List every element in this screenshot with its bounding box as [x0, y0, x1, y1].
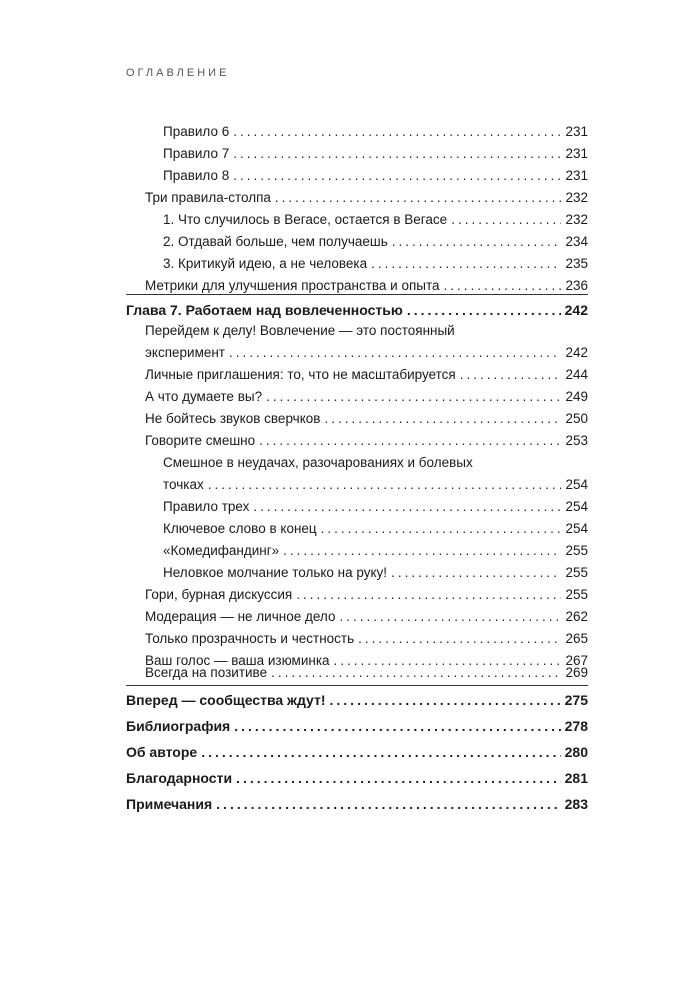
toc-chapter[interactable]	[126, 767, 588, 789]
toc-entry-title: Три правила-столпа	[145, 190, 271, 205]
toc-entry[interactable]	[145, 430, 588, 452]
dot-leader	[296, 584, 561, 606]
toc-entry-page: 244	[565, 367, 588, 382]
toc-entry-page: 278	[564, 718, 588, 734]
toc-entry-title: Личные приглашения: то, что не масштабируется	[145, 367, 456, 382]
toc-entry[interactable]	[163, 474, 588, 496]
toc-entry-title: Перейдем к делу! Вовлечение — это постоянный	[145, 323, 455, 338]
toc-entry-title: 3. Критикуй идею, а не человека	[163, 256, 368, 271]
toc-entry-title: Только прозрачность и честность	[145, 631, 355, 646]
section-divider	[126, 685, 588, 686]
toc-entry[interactable]	[145, 662, 588, 684]
toc-entry-page: 283	[564, 796, 588, 812]
toc-entry-page: 249	[565, 389, 588, 404]
toc-entry[interactable]	[163, 165, 588, 187]
toc-entry[interactable]	[163, 121, 588, 143]
dot-leader	[233, 121, 561, 143]
toc-entry-title: Ваш голос — ваша изюминка	[145, 653, 330, 668]
toc-entry[interactable]	[163, 496, 588, 518]
dot-leader	[201, 741, 560, 763]
toc-entry-title: Метрики для улучшения пространства и опыта	[145, 278, 440, 293]
dot-leader	[266, 386, 561, 408]
dot-leader	[371, 253, 561, 275]
page-header: ОГЛАВЛЕНИЕ	[126, 67, 230, 79]
toc-entry-page: 242	[565, 345, 588, 360]
toc-entry-title: Правило 6	[163, 124, 230, 139]
toc-entry[interactable]	[163, 562, 588, 584]
dot-leader	[275, 187, 562, 209]
toc-entry[interactable]	[145, 342, 588, 364]
toc-entry-title: Неловкое молчание только на руку!	[163, 565, 388, 580]
toc-entry-title: Вперед — сообщества ждут!	[126, 692, 326, 708]
dot-leader	[444, 275, 562, 297]
toc-entry[interactable]	[163, 518, 588, 540]
toc-entry-page: 254	[565, 521, 588, 536]
toc-entry[interactable]	[163, 253, 588, 275]
toc-entry-page: 265	[565, 631, 588, 646]
toc-entry-page: 232	[565, 190, 588, 205]
toc-entry-page: 255	[565, 543, 588, 558]
toc-entry-title: Модерация — не личное дело	[145, 609, 336, 624]
dot-leader	[460, 364, 562, 386]
toc-entry-title: Гори, бурная дискуссия	[145, 587, 293, 602]
toc-entry-title: Об авторе	[126, 744, 198, 760]
toc-entry-page: 250	[565, 411, 588, 426]
toc-entry-page: 235	[565, 256, 588, 271]
toc-entry-page: 255	[565, 587, 588, 602]
toc-entry-page: 254	[565, 499, 588, 514]
toc-entry-page: 275	[564, 692, 588, 708]
toc-entry[interactable]	[145, 584, 588, 606]
toc-chapter[interactable]	[126, 689, 588, 711]
dot-leader	[407, 299, 561, 321]
toc-entry-title: Говорите смешно	[145, 433, 256, 448]
toc-entry-title: эксперимент	[145, 345, 225, 360]
dot-leader	[271, 662, 561, 684]
toc-entry[interactable]	[163, 231, 588, 253]
toc-entry[interactable]	[163, 209, 588, 231]
toc-entry-title: Правило 7	[163, 146, 230, 161]
toc-entry-title: 2. Отдавай больше, чем получаешь	[163, 234, 388, 249]
toc-chapter[interactable]	[126, 793, 588, 815]
toc-entry[interactable]	[163, 452, 588, 474]
dot-leader	[253, 496, 561, 518]
toc-entry-title: Примечания	[126, 796, 213, 812]
toc-entry[interactable]	[145, 606, 588, 628]
toc-entry-page: 255	[565, 565, 588, 580]
dot-leader	[216, 793, 560, 815]
toc-entry-page: 236	[565, 278, 588, 293]
toc-entry-page: 269	[565, 665, 588, 680]
toc-entry-title: «Комедифандинг»	[163, 543, 280, 558]
toc-entry[interactable]	[145, 386, 588, 408]
toc-entry-title: Правило 8	[163, 168, 230, 183]
toc-entry-title: Ключевое слово в конец	[163, 521, 317, 536]
toc-entry-page: 253	[565, 433, 588, 448]
toc-entry-page: 231	[565, 168, 588, 183]
toc-entry-title: Правило трех	[163, 499, 250, 514]
toc-entry[interactable]	[145, 628, 588, 650]
dot-leader	[392, 231, 562, 253]
dot-leader	[358, 628, 561, 650]
dot-leader	[330, 689, 561, 711]
toc-entry-title: Смешное в неудачах, разочарованиях и болевых	[163, 455, 473, 470]
toc-entry-page: 254	[565, 477, 588, 492]
toc-entry-page: 267	[565, 653, 588, 668]
toc-chapter[interactable]	[126, 715, 588, 737]
dot-leader	[451, 209, 561, 231]
toc-entry[interactable]	[163, 540, 588, 562]
toc-entry-page: 231	[565, 146, 588, 161]
toc-entry[interactable]	[145, 187, 588, 209]
toc-entry-page: 280	[564, 744, 588, 760]
toc-entry-title: Благодарности	[126, 770, 233, 786]
toc-entry-page: 281	[564, 770, 588, 786]
toc-entry[interactable]	[163, 143, 588, 165]
toc-entry-page: 262	[565, 609, 588, 624]
toc-entry[interactable]	[145, 275, 588, 297]
toc-entry-title: точках	[163, 477, 204, 492]
toc-entry-title: Не бойтесь звуков сверчков	[145, 411, 321, 426]
toc-entry-title: Глава 7. Работаем над вовлеченностью	[126, 302, 403, 318]
dot-leader	[339, 606, 561, 628]
toc-entry-page: 234	[565, 234, 588, 249]
toc-entry-page: 232	[565, 212, 588, 227]
dot-leader	[234, 715, 560, 737]
toc-entry-title: Всегда на позитиве	[145, 665, 268, 680]
dot-leader	[229, 342, 561, 364]
dot-leader	[391, 562, 561, 584]
toc-chapter[interactable]	[126, 299, 588, 321]
toc-entry[interactable]	[145, 408, 588, 430]
dot-leader	[208, 474, 562, 496]
dot-leader	[233, 143, 561, 165]
toc-entry[interactable]	[145, 320, 588, 342]
dot-leader	[283, 540, 561, 562]
dot-leader	[233, 165, 561, 187]
dot-leader	[324, 408, 561, 430]
toc-entry-title: Библиография	[126, 718, 231, 734]
toc-entry-title: 1. Что случилось в Вегасе, остается в Вегасе	[163, 212, 448, 227]
dot-leader	[321, 518, 562, 540]
toc-entry-page: 231	[565, 124, 588, 139]
toc-entry[interactable]	[145, 364, 588, 386]
toc-entry-page: 242	[564, 302, 588, 318]
dot-leader	[259, 430, 561, 452]
dot-leader	[236, 767, 561, 789]
toc-chapter[interactable]	[126, 741, 588, 763]
toc-entry-title: А что думаете вы?	[145, 389, 263, 404]
